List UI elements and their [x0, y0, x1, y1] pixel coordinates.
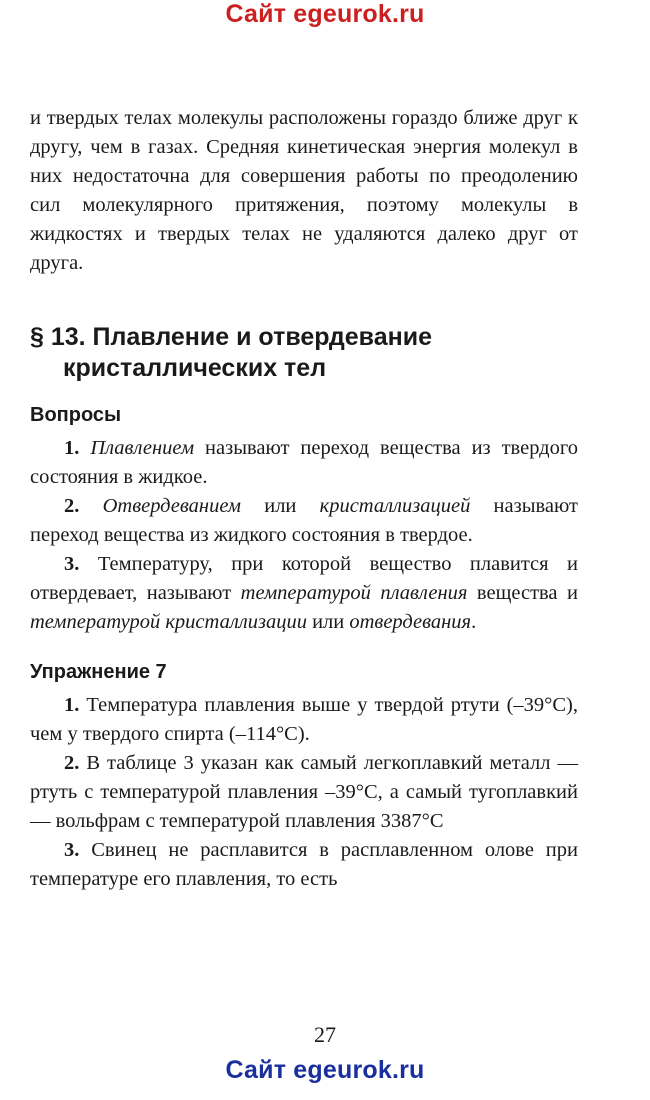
question-2 [30, 492, 578, 550]
question-3-text2: вещества и [467, 582, 578, 604]
questions-heading: Вопросы [30, 404, 122, 426]
question-1-text: называют переход вещества из твердого состояния в жидкое. [30, 437, 579, 488]
question-3 [30, 550, 578, 637]
exercise-3-text: Свинец не расплавится в расплавленном олове при температуре его плавления, то есть [30, 839, 578, 890]
exercise-3-number: 3. [64, 839, 80, 861]
exercise-heading: Упражнение 7 [30, 661, 167, 683]
section-title-line1: § 13. Плавление и отвердевание [30, 323, 433, 351]
question-3-text1: Температуру, при которой вещество плавится и отвердевает, называют [30, 553, 578, 604]
exercise-answer-1 [30, 691, 578, 749]
question-3-term3: отвердевания [349, 611, 472, 633]
exercise-answer-3 [30, 836, 578, 894]
question-2-mid: или [241, 495, 320, 517]
question-3-text4: . [471, 611, 477, 633]
exercise-2-number: 2. [64, 752, 80, 774]
site-footer: Сайт egeurok.ru [225, 1056, 425, 1084]
question-3-term1: температурой плавления [240, 582, 468, 604]
question-2-number: 2. [64, 495, 80, 517]
section-title-line2: кристаллических тел [63, 354, 327, 382]
question-2-text: называют переход вещества из жидкого состояния в твердое. [30, 495, 578, 546]
question-3-number: 3. [64, 553, 80, 575]
exercise-answer-2 [30, 749, 578, 836]
exercise-1-number: 1. [64, 694, 80, 716]
page-number: 27 [314, 1022, 336, 1047]
page-content [30, 104, 578, 894]
site-header: Сайт egeurok.ru [225, 0, 425, 28]
exercise-1-text: Температура плавления выше у твердой ртути (–39°С), чем у твердого спирта (–114°С). [30, 694, 578, 745]
question-3-text3: или [306, 611, 350, 633]
question-2-term1: Отвердеванием [102, 495, 241, 517]
question-1-number: 1. [64, 437, 80, 459]
question-3-term2: температурой кристаллизации [30, 611, 307, 633]
section-title [30, 322, 578, 384]
question-1-term: Плавлением [90, 437, 195, 459]
exercise-2-text: В таблице 3 указан как самый легкоплавкий металл — ртуть с температурой плавления –39°С, а самый тугоплавкий — вольфрам с температурой плавления 3387°С [30, 752, 578, 832]
question-2-term2: кристаллизацией [319, 495, 471, 517]
intro-paragraph: и твердых телах молекулы расположены гораздо ближе друг к другу, чем в газах. Средняя кинетическая энергия молекул в них недостаточна для совершения работы по преодолению сил молекулярного притяжения, поэтому молекулы в жидкостях и твердых телах не удаляются далеко друг от друга. [30, 107, 578, 274]
question-1 [30, 434, 578, 492]
